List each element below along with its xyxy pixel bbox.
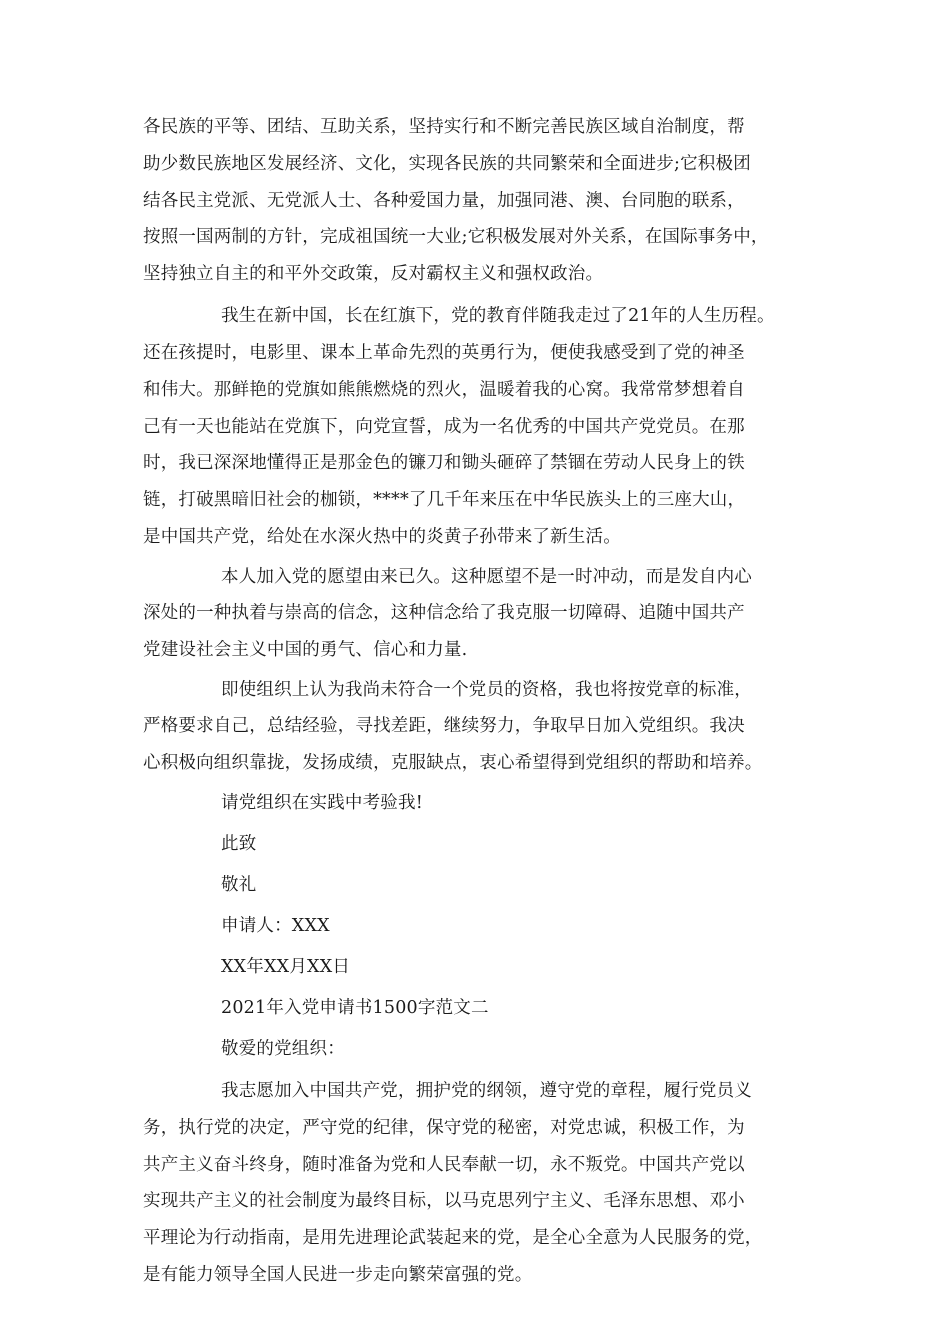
text-line: 坚持独立自主的和平外交政策，反对霸权主义和强权政治。 xyxy=(143,264,604,284)
text-line: 时，我已深深地懂得正是那金色的镰刀和锄头砸碎了禁锢在劳动人民身上的铁 xyxy=(143,453,745,473)
text-line: 本人加入党的愿望由来已久。这种愿望不是一时冲动，而是发自内心 xyxy=(221,567,752,587)
text-line: 是有能力领导全国人民进一步走向繁荣富强的党。 xyxy=(143,1265,533,1285)
section-title: 2021年入党申请书1500字范文二 xyxy=(221,998,489,1018)
text-line: 己有一天也能站在党旗下，向党宣誓，成为一名优秀的中国共产党党员。在那 xyxy=(143,417,745,437)
text-line: 心积极向组织靠拢，发扬成绩，克服缺点，衷心希望得到党组织的帮助和培养。 xyxy=(143,753,763,773)
text-line: 即使组织上认为我尚未符合一个党员的资格，我也将按党章的标准， xyxy=(221,680,752,700)
text-line: 是中国共产党，给处在水深火热中的炎黄子孙带来了新生活。 xyxy=(143,527,621,547)
text-line: 深处的一种执着与崇高的信念，这种信念给了我克服一切障碍、追随中国共产 xyxy=(143,603,745,623)
text-line: 平理论为行动指南，是用先进理论武装起来的党，是全心全意为人民服务的党， xyxy=(143,1228,763,1248)
text-line: 我志愿加入中国共产党，拥护党的纲领，遵守党的章程，履行党员义 xyxy=(221,1081,752,1101)
text-line: 实现共产主义的社会制度为最终目标，以马克思列宁主义、毛泽东思想、邓小 xyxy=(143,1191,745,1211)
closing-regards: 敬礼 xyxy=(221,875,257,895)
text-line: 严格要求自己，总结经验，寻找差距，继续努力，争取早日加入党组织。我决 xyxy=(143,716,745,736)
text-line: 党建设社会主义中国的勇气、信心和力量. xyxy=(143,640,468,660)
text-line: 我生在新中国，长在红旗下，党的教育伴随我走过了21年的人生历程。 xyxy=(221,306,775,326)
text-line: 还在孩提时，电影里、课本上革命先烈的英勇行为，便使我感受到了党的神圣 xyxy=(143,343,745,363)
text-line: 共产主义奋斗终身，随时准备为党和人民奉献一切，永不叛党。中国共产党以 xyxy=(143,1155,745,1175)
text-line: 助少数民族地区发展经济、文化，实现各民族的共同繁荣和全面进步;它积极团 xyxy=(143,154,751,174)
closing-salutation: 此致 xyxy=(221,834,257,854)
signature-date: XX年XX月XX日 xyxy=(221,957,351,977)
text-line: 链，打破黑暗旧社会的枷锁，****了几千年来压在中华民族头上的三座大山， xyxy=(143,490,746,510)
text-line: 按照一国两制的方针，完成祖国统一大业;它积极发展对外关系，在国际事务中， xyxy=(143,227,769,247)
text-line: 和伟大。那鲜艳的党旗如熊熊燃烧的烈火，温暖着我的心窝。我常常梦想着自 xyxy=(143,380,745,400)
salutation: 敬爱的党组织： xyxy=(221,1039,345,1059)
applicant-name: 申请人：XXX xyxy=(221,916,330,936)
text-line: 结各民主党派、无党派人士、各种爱国力量，加强同港、澳、台同胞的联系， xyxy=(143,191,745,211)
text-line: 请党组织在实践中考验我! xyxy=(221,793,423,813)
text-line: 务，执行党的决定，严守党的纪律，保守党的秘密，对党忠诚，积极工作，为 xyxy=(143,1118,745,1138)
text-line: 各民族的平等、团结、互助关系，坚持实行和不断完善民族区域自治制度，帮 xyxy=(143,117,745,137)
